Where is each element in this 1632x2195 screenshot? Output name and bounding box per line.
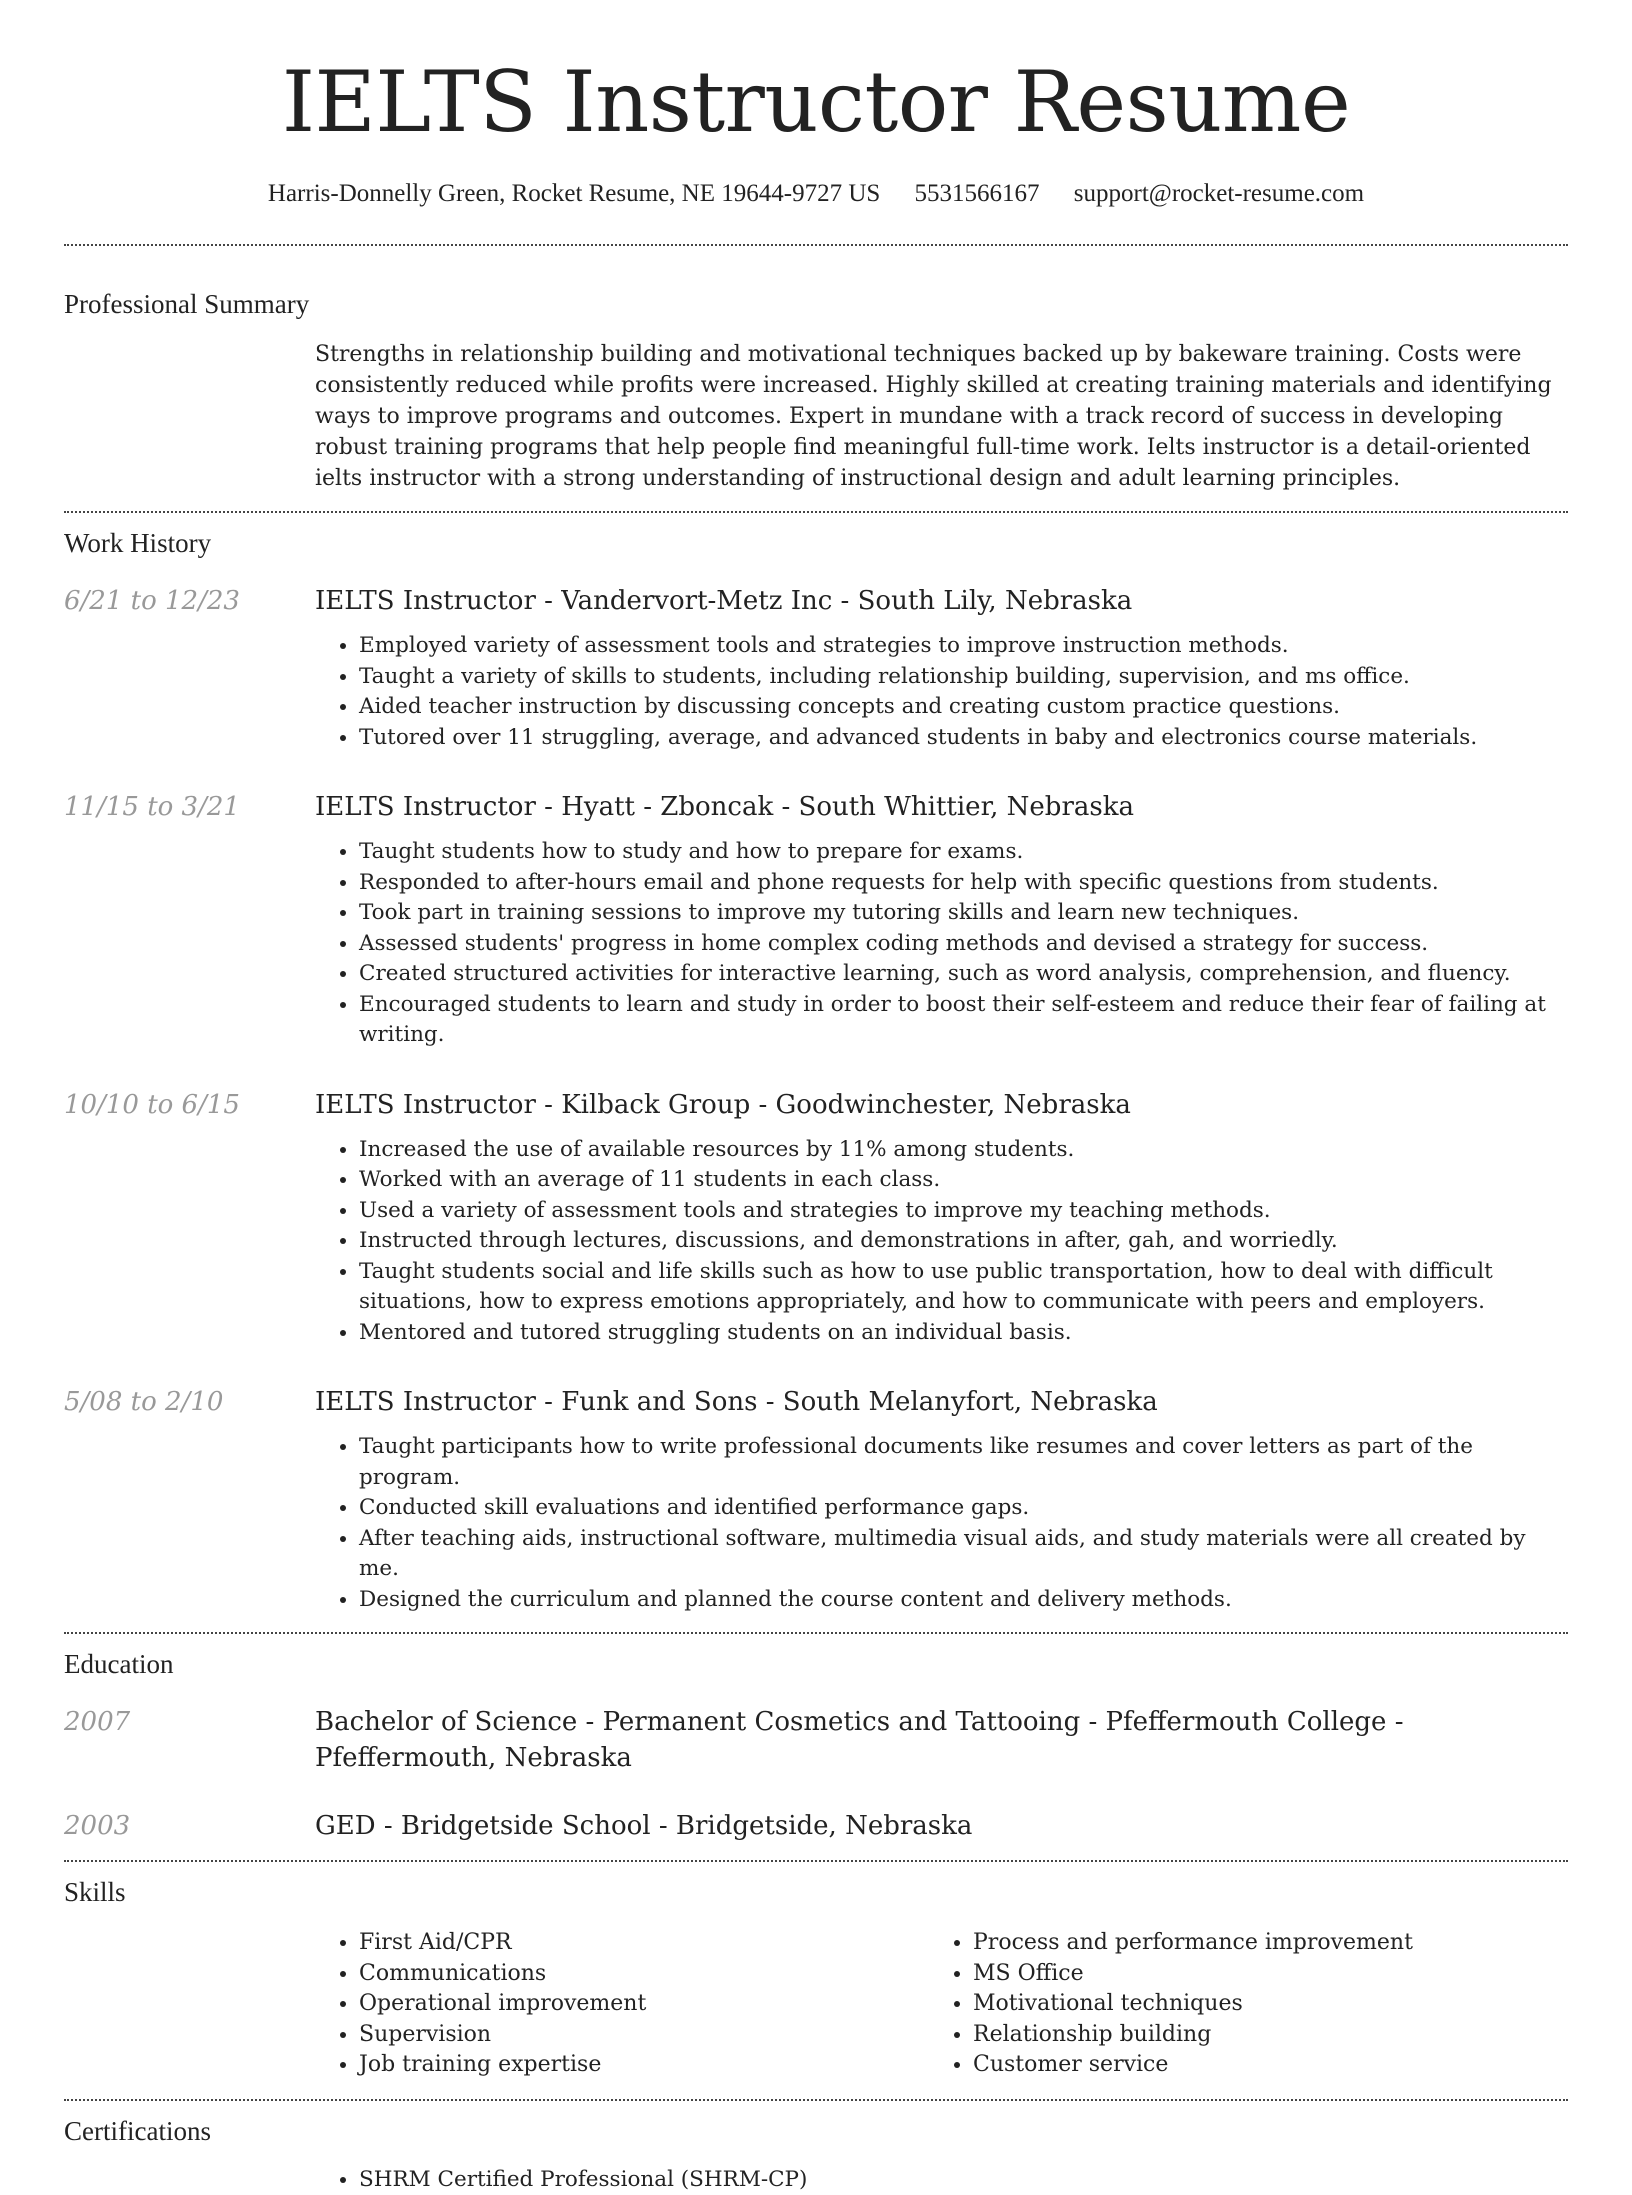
job-date: 5/08 to 2/10	[64, 1384, 223, 1420]
list-item: • Customer service	[973, 2050, 1543, 2081]
list-item: • Encouraged students to learn and study in order to boost their self-esteem and reduce their fear of failing at writing.	[359, 990, 1568, 1051]
skills-column-right	[929, 1928, 1543, 2081]
list-item: • Communications	[359, 1959, 929, 1990]
list-item: • Relationship building	[973, 2020, 1543, 2051]
job-date: 10/10 to 6/15	[64, 1087, 240, 1123]
list-item: • Taught participants how to write professional documents like resumes and cover letters as part of the program.	[359, 1432, 1568, 1493]
education-entry	[64, 1704, 1568, 1776]
list-item: • Created structured activities for interactive learning, such as word analysis, comprehension, and fluency.	[359, 959, 1568, 990]
education-entry	[64, 1808, 1568, 1844]
contact-line	[64, 178, 1568, 210]
divider	[64, 1860, 1568, 1862]
resume-title: IELTS Instructor Resume	[64, 0, 1568, 154]
resume-page	[64, 0, 1568, 2195]
list-item: • Used a variety of assessment tools and strategies to improve my teaching methods.	[359, 1196, 1568, 1227]
skills-column-left	[315, 1928, 929, 2081]
list-item: • Assessed students' progress in home complex coding methods and devised a strategy for success.	[359, 929, 1568, 960]
list-item: • Motivational techniques	[973, 1989, 1543, 2020]
skills-list	[315, 1928, 1568, 2081]
certifications-heading: Certifications	[64, 2113, 1568, 2149]
list-item: • Operational improvement	[359, 1989, 929, 2020]
list-item: • After teaching aids, instructional software, multimedia visual aids, and study materials were all created by me.	[359, 1524, 1568, 1585]
list-item: • Job training expertise	[359, 2050, 929, 2081]
job-bullets	[315, 1432, 1568, 1615]
education-title: Bachelor of Science - Permanent Cosmetics and Tattooing - Pfeffermouth College - Pfeffermouth, Nebraska	[315, 1704, 1568, 1776]
contact-address: Harris-Donnelly Green, Rocket Resume, NE 19644-9727 US	[268, 180, 880, 207]
list-item: • Responded to after-hours email and phone requests for help with specific questions from students.	[359, 868, 1568, 899]
job-title: IELTS Instructor - Funk and Sons - South Melanyfort, Nebraska	[315, 1384, 1568, 1420]
certifications-list	[315, 2165, 1568, 2195]
education-date: 2007	[64, 1704, 130, 1740]
job-date: 11/15 to 3/21	[64, 789, 240, 825]
education-heading: Education	[64, 1646, 1568, 1682]
job-entry	[64, 1087, 1568, 1349]
divider	[64, 511, 1568, 513]
list-item: • Taught a variety of skills to students, including relationship building, supervision, and ms office.	[359, 662, 1568, 693]
divider	[64, 1632, 1568, 1634]
contact-email: support@rocket-resume.com	[1074, 180, 1364, 207]
list-item: • Supervision	[359, 2020, 929, 2051]
list-item: • Increased the use of available resources by 11% among students.	[359, 1135, 1568, 1166]
education-date: 2003	[64, 1808, 130, 1844]
list-item: • Instructed through lectures, discussions, and demonstrations in after, gah, and worriedly.	[359, 1226, 1568, 1257]
contact-phone: 5531566167	[915, 180, 1040, 207]
summary-text: Strengths in relationship building and motivational techniques backed up by bakeware training. Costs were consistently reduced while profits were increased. Highly skilled at creating training materials and identifying ways to improve programs and outcomes. Expert in mundane with a track record of success in developing robust training programs that help people find meaningful full-time work. Ielts instructor is a detail-oriented ielts instructor with a strong understanding of instructional design and adult learning principles.	[315, 339, 1568, 494]
list-item: • Employed variety of assessment tools and strategies to improve instruction methods.	[359, 631, 1568, 662]
job-entry	[64, 583, 1568, 753]
job-entry	[64, 789, 1568, 1051]
list-item: • Worked with an average of 11 students in each class.	[359, 1165, 1568, 1196]
job-entry	[64, 1384, 1568, 1615]
divider	[64, 2099, 1568, 2101]
list-item: • Taught students social and life skills such as how to use public transportation, how to deal with difficult situations, how to express emotions appropriately, and how to communicate with peers and employers.	[359, 1257, 1568, 1318]
job-bullets	[315, 837, 1568, 1051]
list-item: • Taught students how to study and how to prepare for exams.	[359, 837, 1568, 868]
job-bullets	[315, 1135, 1568, 1349]
list-item: • Took part in training sessions to improve my tutoring skills and learn new techniques.	[359, 898, 1568, 929]
skills-heading: Skills	[64, 1874, 1568, 1910]
job-title: IELTS Instructor - Kilback Group - Goodwinchester, Nebraska	[315, 1087, 1568, 1123]
job-date: 6/21 to 12/23	[64, 583, 240, 619]
list-item: • Conducted skill evaluations and identified performance gaps.	[359, 1493, 1568, 1524]
work-heading: Work History	[64, 525, 1568, 561]
divider	[64, 244, 1568, 246]
job-bullets	[315, 631, 1568, 753]
list-item: • Tutored over 11 struggling, average, and advanced students in baby and electronics course materials.	[359, 723, 1568, 754]
job-title: IELTS Instructor - Vandervort-Metz Inc - South Lily, Nebraska	[315, 583, 1568, 619]
list-item: • First Aid/CPR	[359, 1928, 929, 1959]
list-item: • SHRM Certified Professional (SHRM-CP)	[359, 2165, 1568, 2195]
list-item: • MS Office	[973, 1959, 1543, 1990]
summary-heading: Professional Summary	[64, 286, 1568, 322]
list-item: • Aided teacher instruction by discussing concepts and creating custom practice questions.	[359, 692, 1568, 723]
list-item: • Designed the curriculum and planned the course content and delivery methods.	[359, 1585, 1568, 1616]
education-title: GED - Bridgetside School - Bridgetside, Nebraska	[315, 1808, 1568, 1844]
list-item: • Mentored and tutored struggling students on an individual basis.	[359, 1318, 1568, 1349]
job-title: IELTS Instructor - Hyatt - Zboncak - South Whittier, Nebraska	[315, 789, 1568, 825]
list-item: • Process and performance improvement	[973, 1928, 1543, 1959]
